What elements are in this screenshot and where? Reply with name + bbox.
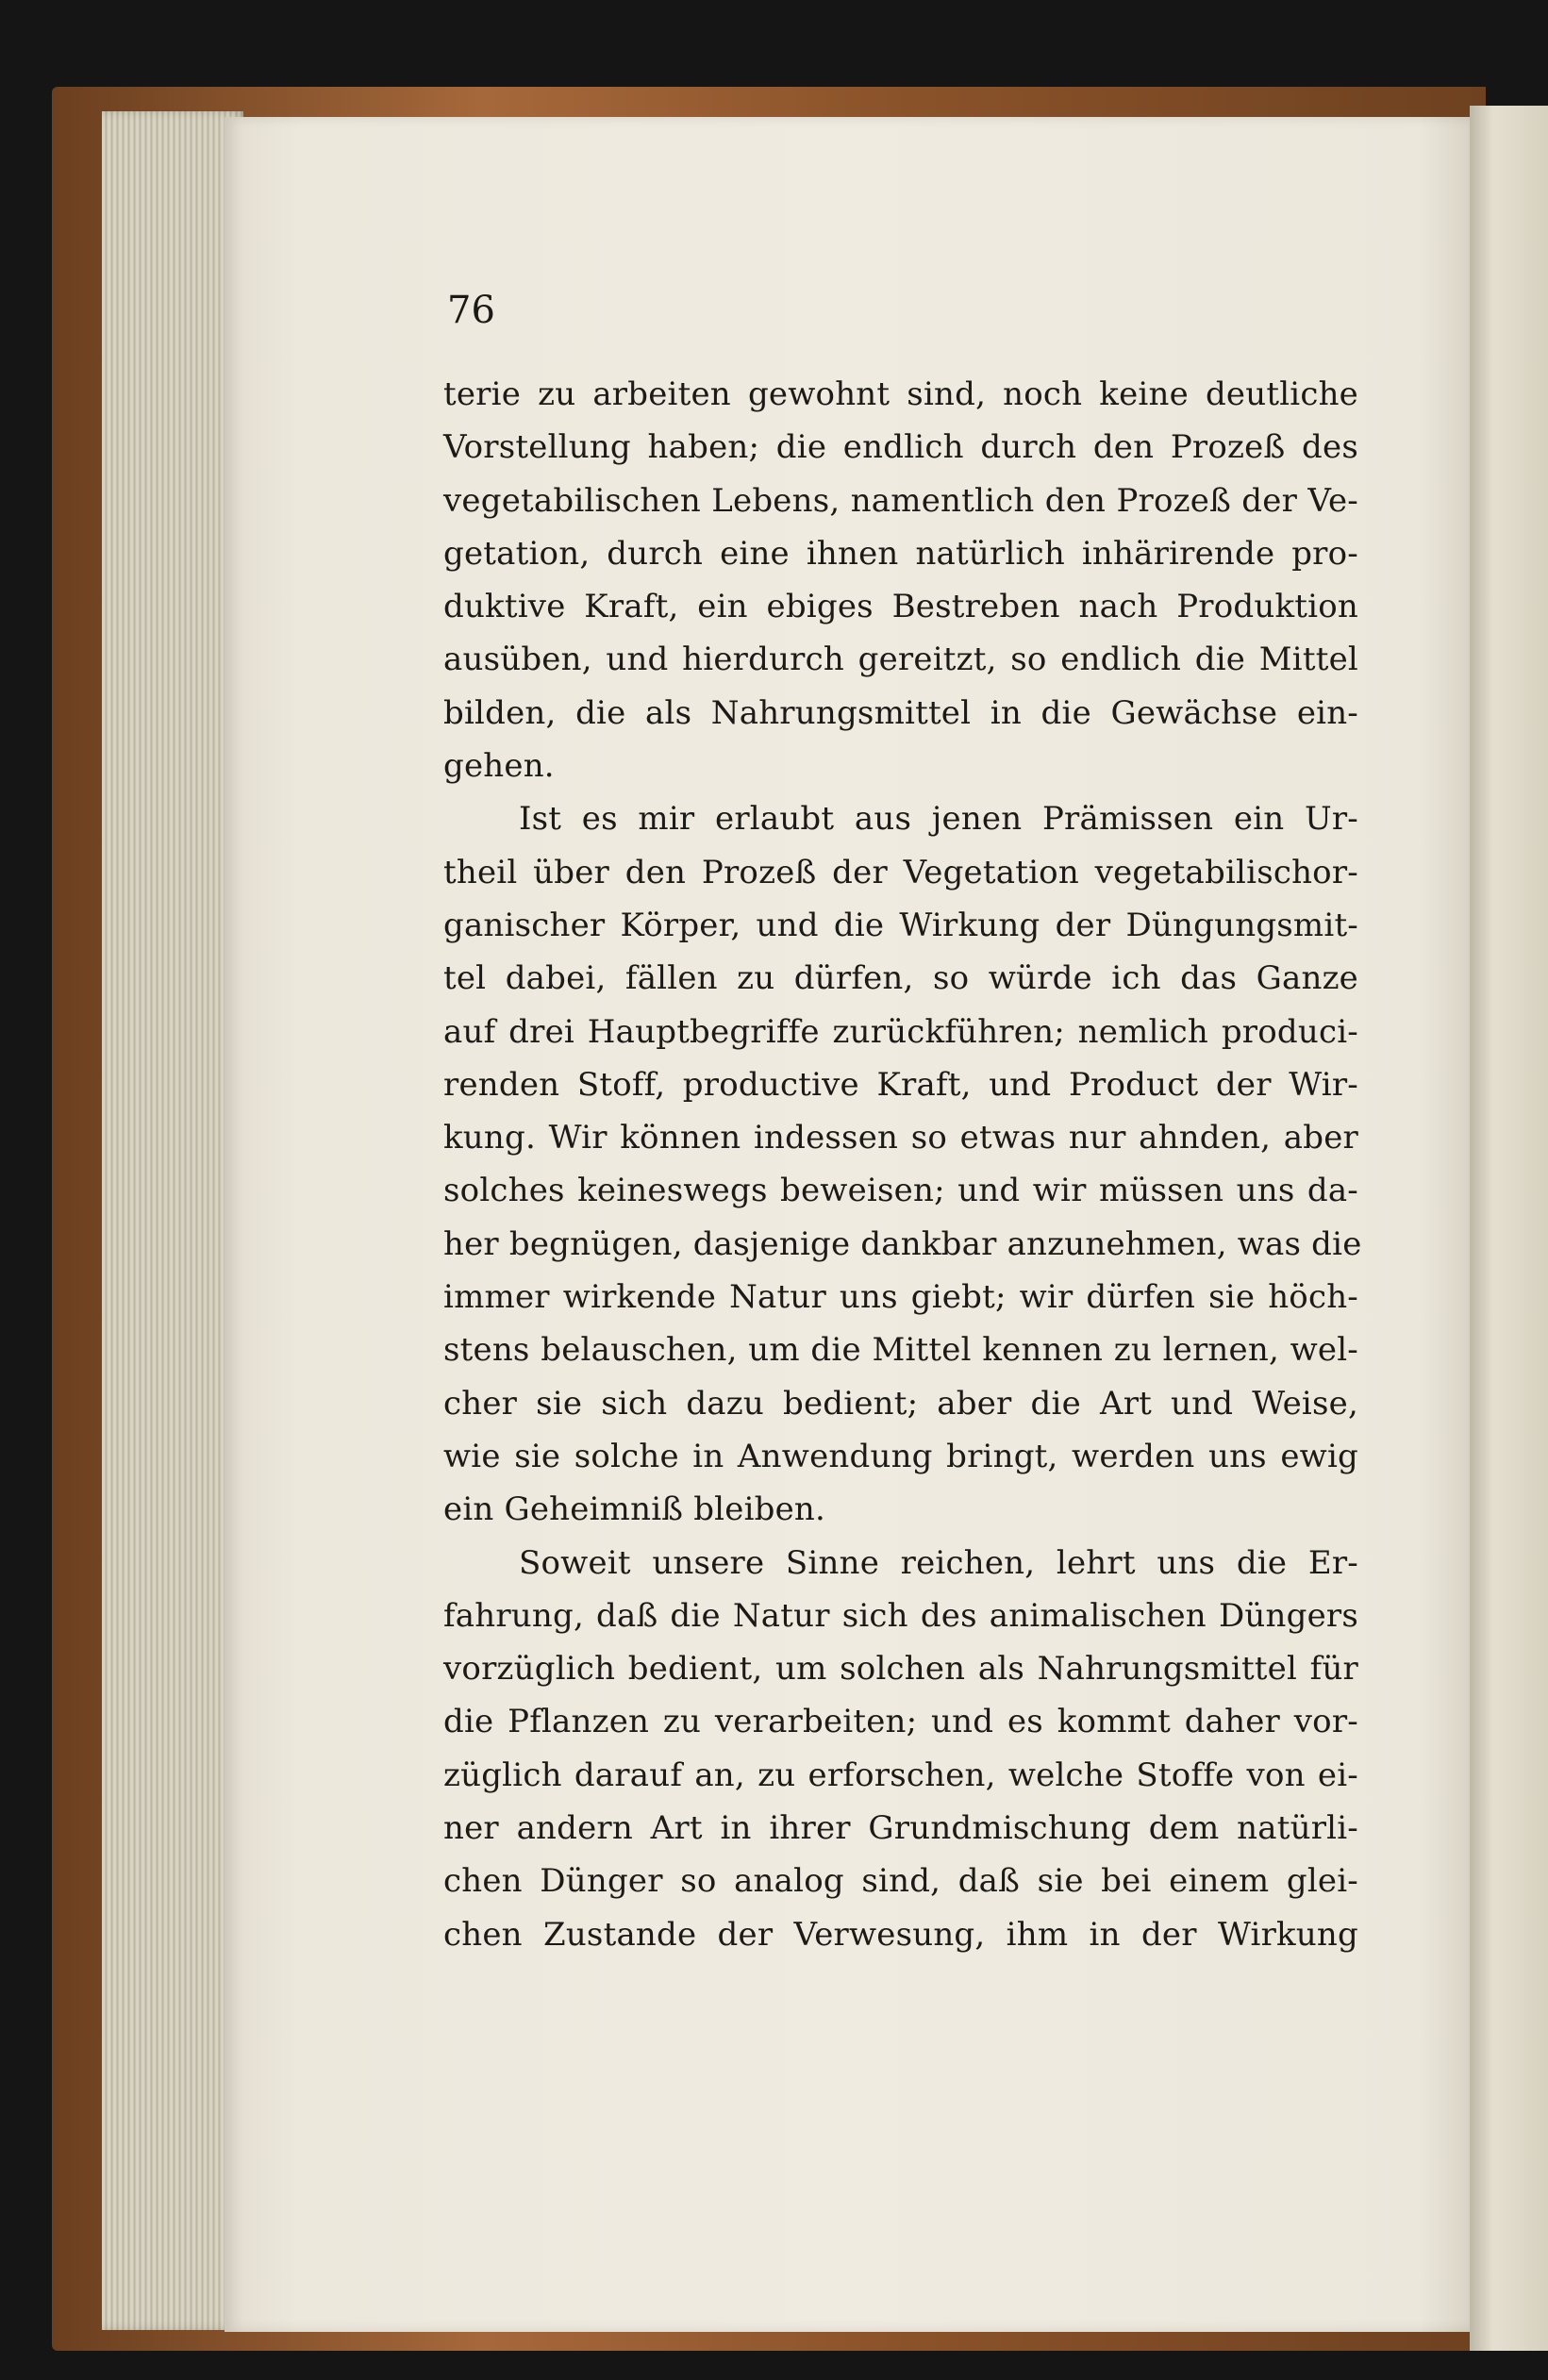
text-line: Ist es mir erlaubt aus jenen Prämissen ein Ur- <box>519 800 1358 839</box>
text-line: vorzüglich bedient, um solchen als Nahrungsmittel für <box>443 1650 1358 1689</box>
text-line: renden Stoff, productive Kraft, und Product der Wir- <box>443 1065 1358 1104</box>
text-line: getation, durch eine ihnen natürlich inhärirende pro- <box>443 534 1358 573</box>
text-line: tel dabei, fällen zu dürfen, so würde ich das Ganze <box>443 959 1358 998</box>
text-line: vegetabilischen Lebens, namentlich den Prozeß der Ve- <box>443 481 1358 520</box>
text-line: ein Geheimniß bleiben. <box>443 1490 826 1529</box>
text-line: fahrung, daß die Natur sich des animalischen Düngers <box>443 1596 1358 1635</box>
text-line: wie sie solche in Anwendung bringt, werden uns ewig <box>443 1437 1358 1475</box>
text-line: her begnügen, dasjenige dankbar anzunehmen, was die <box>443 1224 1362 1263</box>
text-line: stens belauschen, um die Mittel kennen zu lernen, wel- <box>443 1331 1358 1370</box>
text-line: chen Zustande der Verwesung, ihm in der Wirkung <box>443 1915 1358 1954</box>
text-line: ganischer Körper, und die Wirkung der Düngungsmit- <box>443 906 1358 944</box>
text-line: die Pflanzen zu verarbeiten; und es kommt daher vor- <box>443 1703 1358 1741</box>
text-line: cher sie sich dazu bedient; aber die Art und Weise, <box>443 1384 1358 1423</box>
text-line: züglich darauf an, zu erforschen, welche Stoffe von ei- <box>443 1756 1358 1794</box>
text-line: terie zu arbeiten gewohnt sind, noch keine deutliche <box>443 375 1358 413</box>
text-line: solches keineswegs beweisen; und wir müssen uns da- <box>443 1172 1358 1210</box>
text-line: theil über den Prozeß der Vegetation vegetabilischor- <box>443 853 1358 891</box>
text-line: kung. Wir können indessen so etwas nur ahnden, aber <box>443 1119 1358 1157</box>
facing-page-edge <box>1470 106 1548 2351</box>
text-line: gehen. <box>443 747 555 786</box>
text-line: duktive Kraft, ein ebiges Bestreben nach Produktion <box>443 588 1358 626</box>
text-line: Soweit unsere Sinne reichen, lehrt uns die Er- <box>519 1543 1358 1582</box>
text-line: ausüben, und hierdurch gereitzt, so endlich die Mittel <box>443 641 1358 679</box>
text-lines <box>443 368 1362 1961</box>
text-line: chen Dünger so analog sind, daß sie bei einem glei- <box>443 1862 1358 1901</box>
text-line: ner andern Art in ihrer Grundmischung dem natürli- <box>443 1809 1358 1848</box>
page-stack-edges <box>102 111 243 2330</box>
page-number: 76 <box>447 289 495 332</box>
page-text-block <box>443 283 1362 1961</box>
text-line: Vorstellung haben; die endlich durch den Prozeß des <box>443 428 1358 467</box>
text-line: auf drei Hauptbegriffe zurückführen; nemlich produci- <box>443 1012 1358 1051</box>
text-line: immer wirkende Natur uns giebt; wir dürfen sie höch- <box>443 1278 1358 1317</box>
text-line: bilden, die als Nahrungsmittel in die Gewächse ein- <box>443 693 1358 732</box>
